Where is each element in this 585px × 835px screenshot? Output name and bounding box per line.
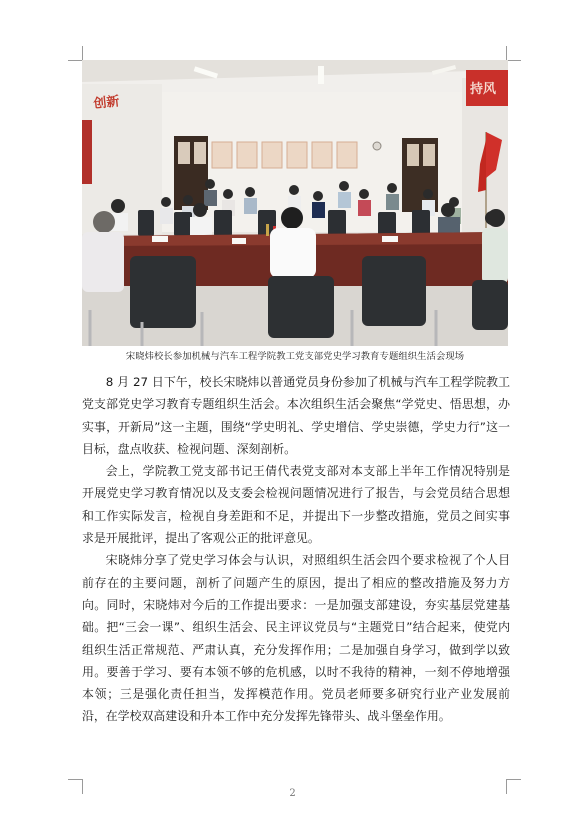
page-number: 2 (289, 788, 296, 799)
paragraph-2: 会上，学院教工党支部书记王倩代表党支部对本支部上半年工作情况特别是开展党史学习教育情况以及支委会检视问题情况进行了报告，与会党员结合思想和工作实际发言，检视自身差距和不足，并提出下一步整改措施，党员之间实事求是开展批评，提出了客观公正的批评意见。 (82, 464, 510, 546)
paragraph-1: 8 月 27 日下午，校长宋晓炜以普通党员身份参加了机械与汽车工程学院教工党支部党史学习教育专题组织生活会。本次组织生活会聚焦“学党史、悟思想，办实事，开新局”这一主题，围绕“学史明礼、学史增信、学史崇德，学史力行”这一目标，盘点收获、检视问题、深刻剖析。 (82, 375, 510, 456)
meeting-photo (82, 60, 508, 346)
crop-mark-top-right (506, 46, 521, 61)
paragraph-3: 宋晓炜分享了党史学习体会与认识，对照组织生活会四个要求检视了个人目前存在的主要问题，剖析了问题产生的原因，提出了相应的整改措施及努力方向。同时，宋晓炜对今后的工作提出要求：一是加强支部建设，夯实基层党建基础。把“三会一课”、组织生活会、民主评议党员与“主题党日”结合起来，使党内组织生活正常规范、严肃认真，充分发挥作用；二是加强自身学习，做到学以致用。要善于学习、要有本领不够的危机感，以时不我待的精神，一刻不停地增强本领；三是强化责任担当，发挥模范作用。党员老师要多研究行业产业发展前沿，在学校双高建设和升本工作中充分发挥先锋带头、战斗堡垒作用。 (82, 553, 510, 724)
crop-mark-top-left (68, 46, 83, 61)
sign-left: 创新 (92, 94, 121, 112)
sign-right: 持风 (470, 82, 497, 97)
photo-caption: 宋晓炜校长参加机械与汽车工程学院教工党支部党史学习教育专题组织生活会现场 (125, 351, 465, 362)
article-body (82, 371, 510, 728)
